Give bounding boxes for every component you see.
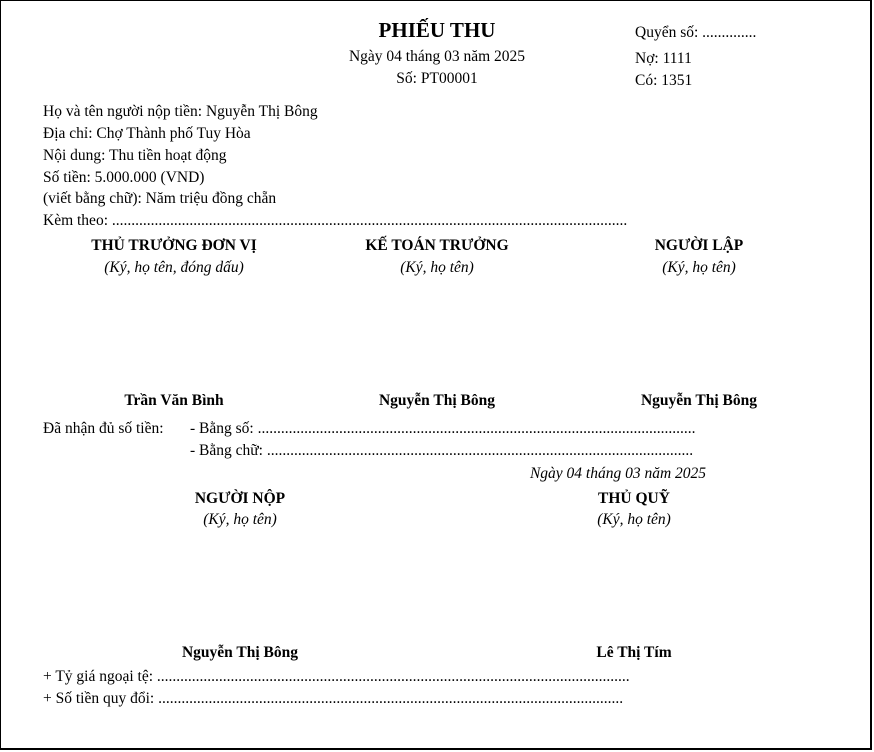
signature-role-payer: NGƯỜI NỘP (194, 490, 286, 507)
debit-account: Nợ: 1111 (635, 50, 692, 67)
signature-note-chief-accountant: (Ký, họ tên) (400, 259, 474, 276)
payer-address: Địa chỉ: Chợ Thành phố Tuy Hòa (43, 125, 251, 142)
exchange-rate: + Tỷ giá ngoại tệ: .......................................................................................................................... (43, 668, 630, 685)
signature-note-head: (Ký, họ tên, đóng dấu) (104, 259, 244, 276)
document-number: Số: PT00001 (396, 70, 478, 87)
signature-role-chief-accountant: KẾ TOÁN TRƯỞNG (365, 237, 509, 254)
signature-note-payer: (Ký, họ tên) (203, 511, 277, 528)
signature-role-cashier: THỦ QUỸ (598, 490, 670, 507)
received-date: Ngày 04 tháng 03 năm 2025 (529, 465, 707, 482)
amount-in-words: (viết bằng chữ): Năm triệu đồng chẵn (43, 190, 277, 207)
payer-name: Họ và tên người nộp tiền: Nguyễn Thị Bông (43, 103, 318, 120)
receipt-content: Nội dung: Thu tiền hoạt động (43, 147, 227, 164)
signature-name-head: Trần Văn Bình (124, 392, 224, 409)
signature-name-cashier: Lê Thị Tím (596, 644, 672, 661)
converted-amount: + Số tiền quy đổi: ........................................................................................................................ (43, 690, 624, 707)
signature-role-preparer: NGƯỜI LẬP (654, 237, 744, 254)
document-date: Ngày 04 tháng 03 năm 2025 (348, 48, 526, 65)
attached-docs: Kèm theo: ..................................................................................................................................... (43, 212, 628, 229)
signature-name-payer: Nguyễn Thị Bông (181, 644, 299, 661)
signature-note-preparer: (Ký, họ tên) (662, 259, 736, 276)
received-label: Đã nhận đủ số tiền: (43, 420, 164, 437)
book-number: Quyển số: .............. (635, 24, 757, 41)
amount: Số tiền: 5.000.000 (VND) (43, 169, 205, 186)
signature-name-chief-accountant: Nguyễn Thị Bông (378, 392, 496, 409)
received-by-words: - Bằng chữ: .............................................................................................................. (190, 442, 694, 459)
received-by-number: - Bằng số: ................................................................................................................. (190, 420, 696, 437)
document-title: PHIẾU THU (378, 18, 496, 42)
signature-note-cashier: (Ký, họ tên) (597, 511, 671, 528)
signature-name-preparer: Nguyễn Thị Bông (640, 392, 758, 409)
credit-account: Có: 1351 (635, 72, 693, 89)
signature-role-head: THỦ TRƯỞNG ĐƠN VỊ (91, 237, 257, 254)
